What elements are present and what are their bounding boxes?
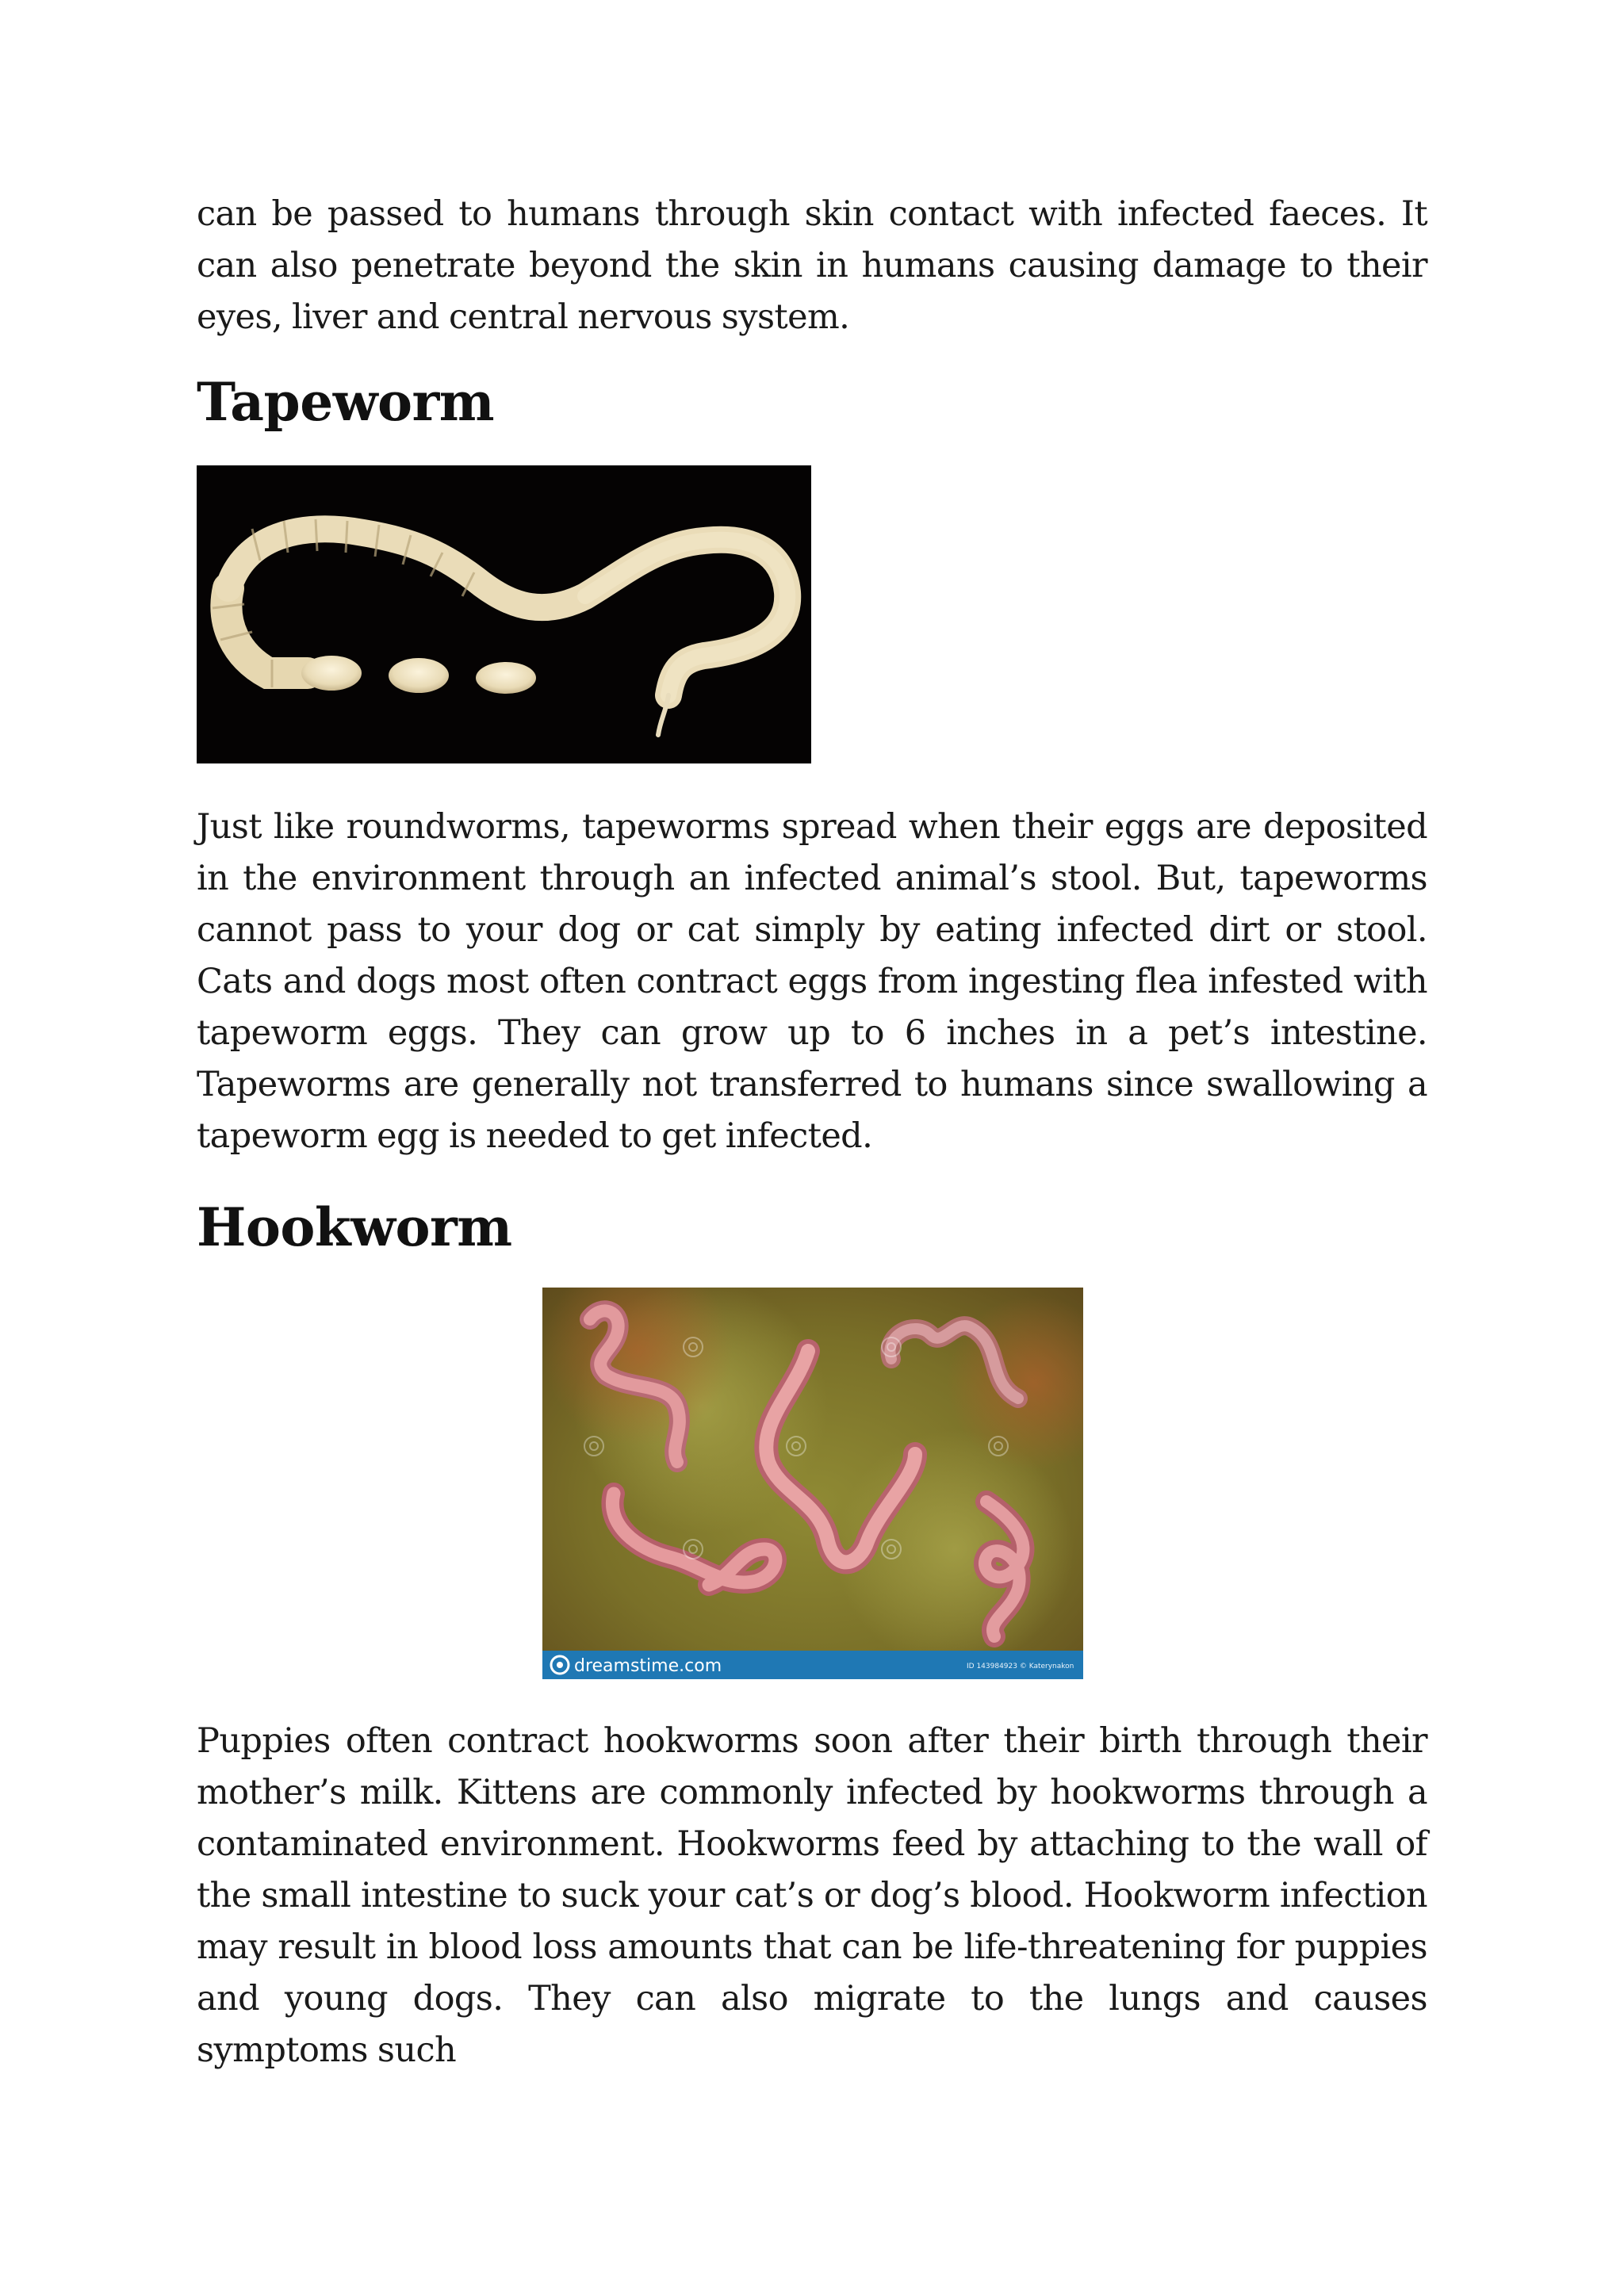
document-page	[197, 189, 1427, 2076]
hookworm-photo	[542, 1288, 1083, 1679]
watermark-text: dreamstime.com	[574, 1656, 722, 1676]
image-id-text: ID 143984923 © Katerynakon	[967, 1663, 1074, 1670]
tapeworm-photo	[197, 465, 811, 763]
intro-paragraph: can be passed to humans through skin contact with infected faeces. It can also penetrate beyond the skin in humans causing damage to their eyes, liver and central nervous system.	[197, 194, 1427, 337]
tapeworm-heading: Tapeworm	[197, 371, 495, 433]
hookworm-paragraph: Puppies often contract hookworms soon after their birth through their mother’s milk. Kittens are commonly infected by hookworms through a contaminated environment. Hookworms feed by attaching to the wall of the small intestine to suck your cat’s or dog’s blood. Hookworm infection may result in blood loss amounts that can be life-threatening for puppies and young dogs. They can also migrate to the lungs and causes symptoms such	[197, 1721, 1427, 2070]
tapeworm-paragraph: Just like roundworms, tapeworms spread when their eggs are deposited in the environment through an infected animal’s stool. But, tapeworms cannot pass to your dog or cat simply by eating infected dirt or stool. Cats and dogs most often contract eggs from ingesting flea infested with tapeworm eggs. They can grow up to 6 inches in a pet’s intestine. Tapeworms are generally not transferred to humans since swallowing a tapeworm egg is needed to get infected.	[197, 807, 1427, 1156]
hookworm-figure	[197, 1288, 1427, 1679]
hookworm-heading: Hookworm	[197, 1196, 512, 1258]
